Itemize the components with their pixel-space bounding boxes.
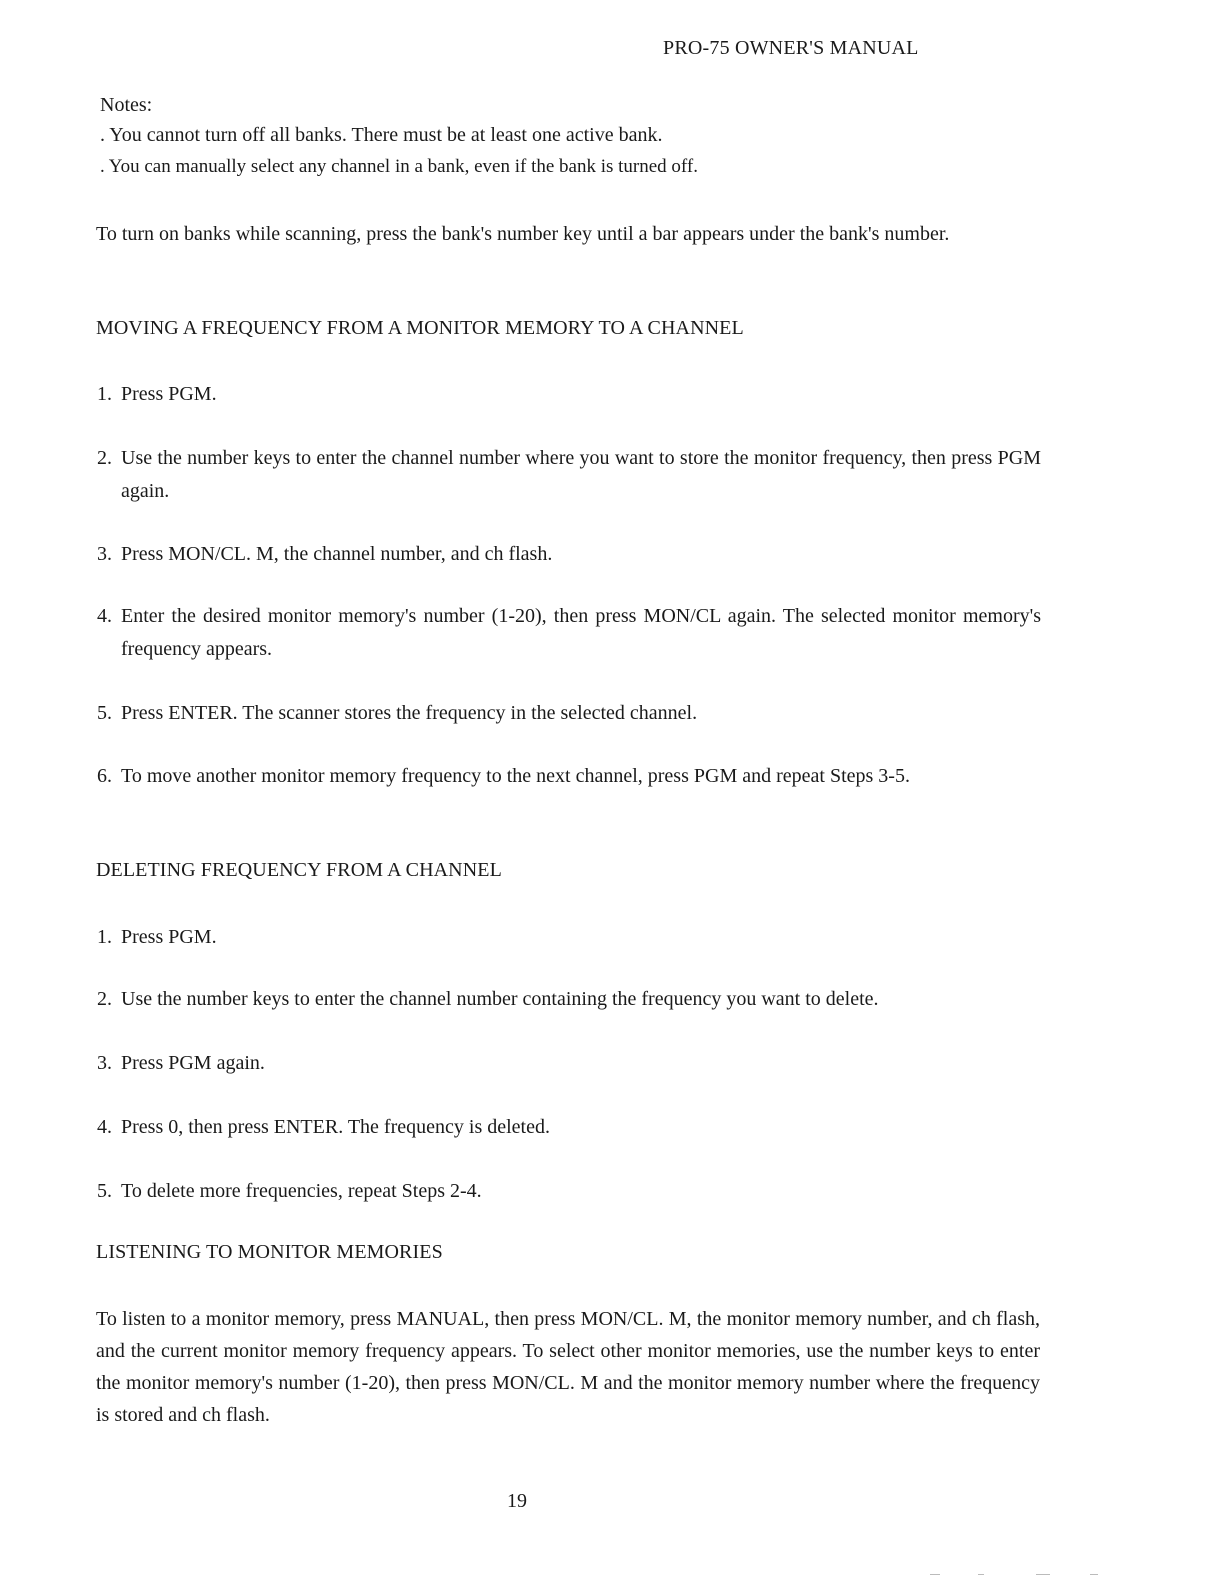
step-item bbox=[97, 1047, 1041, 1080]
step-text: Press PGM. bbox=[121, 383, 217, 405]
scan-speck bbox=[930, 1574, 940, 1575]
step-item bbox=[97, 760, 1041, 793]
section-heading-deleting: DELETING FREQUENCY FROM A CHANNEL bbox=[96, 859, 502, 881]
notes-label: Notes: bbox=[100, 94, 153, 116]
note-item: . You cannot turn off all banks. There must be at least one active bank. bbox=[100, 124, 663, 146]
intro-paragraph: To turn on banks while scanning, press the bank's number key until a bar appears under the bank's number. bbox=[96, 223, 950, 245]
step-number: 2. bbox=[97, 988, 112, 1010]
step-number: 5. bbox=[97, 702, 112, 724]
step-item bbox=[97, 538, 1041, 571]
step-item bbox=[97, 378, 1041, 411]
step-text: Press ENTER. The scanner stores the frequency in the selected channel. bbox=[121, 702, 698, 724]
step-number: 2. bbox=[97, 447, 112, 469]
page-number: 19 bbox=[507, 1490, 527, 1512]
step-item bbox=[97, 442, 1041, 508]
step-text: Enter the desired monitor memory's number (1-20), then press MON/CL again. The selected monitor memory's frequency appears. bbox=[121, 605, 1041, 660]
step-number: 4. bbox=[97, 605, 112, 627]
listening-paragraph: To listen to a monitor memory, press MANUAL, then press MON/CL. M, the monitor memory number, and ch flash, and the current monitor memory frequency appears. To select other monitor memories, use the number keys to enter the monitor memory's number (1-20), then press MON/CL. M and the monitor memory number where the frequency is stored and ch flash. bbox=[96, 1308, 1040, 1426]
scan-speck bbox=[978, 1574, 984, 1575]
step-number: 5. bbox=[97, 1180, 112, 1202]
step-number: 1. bbox=[97, 383, 112, 405]
step-number: 3. bbox=[97, 543, 112, 565]
step-number: 4. bbox=[97, 1116, 112, 1138]
scan-speck bbox=[1036, 1574, 1050, 1575]
step-text: Press PGM. bbox=[121, 926, 217, 948]
step-text: To move another monitor memory frequency to the next channel, press PGM and repeat Steps 3-5. bbox=[121, 765, 910, 787]
step-item bbox=[97, 983, 1041, 1016]
page-header: PRO-75 OWNER'S MANUAL bbox=[663, 37, 919, 59]
step-text: Press PGM again. bbox=[121, 1052, 265, 1074]
step-text: Press MON/CL. M, the channel number, and ch flash. bbox=[121, 543, 553, 565]
scan-speck bbox=[1090, 1574, 1098, 1575]
step-text: Press 0, then press ENTER. The frequency is deleted. bbox=[121, 1116, 550, 1138]
note-item: . You can manually select any channel in a bank, even if the bank is turned off. bbox=[100, 156, 698, 177]
step-text: Use the number keys to enter the channel number where you want to store the monitor frequency, then press PGM again. bbox=[121, 447, 1041, 502]
step-item bbox=[97, 600, 1041, 666]
step-number: 1. bbox=[97, 926, 112, 948]
step-number: 3. bbox=[97, 1052, 112, 1074]
step-item bbox=[97, 921, 1041, 954]
section-heading-listening: LISTENING TO MONITOR MEMORIES bbox=[96, 1241, 443, 1263]
step-text: Use the number keys to enter the channel number containing the frequency you want to delete. bbox=[121, 988, 879, 1010]
step-item bbox=[97, 697, 1041, 730]
step-text: To delete more frequencies, repeat Steps 2-4. bbox=[121, 1180, 482, 1202]
step-item bbox=[97, 1111, 1041, 1144]
section-heading-moving: MOVING A FREQUENCY FROM A MONITOR MEMORY TO A CHANNEL bbox=[96, 317, 744, 339]
step-number: 6. bbox=[97, 765, 112, 787]
step-item bbox=[97, 1175, 1041, 1208]
